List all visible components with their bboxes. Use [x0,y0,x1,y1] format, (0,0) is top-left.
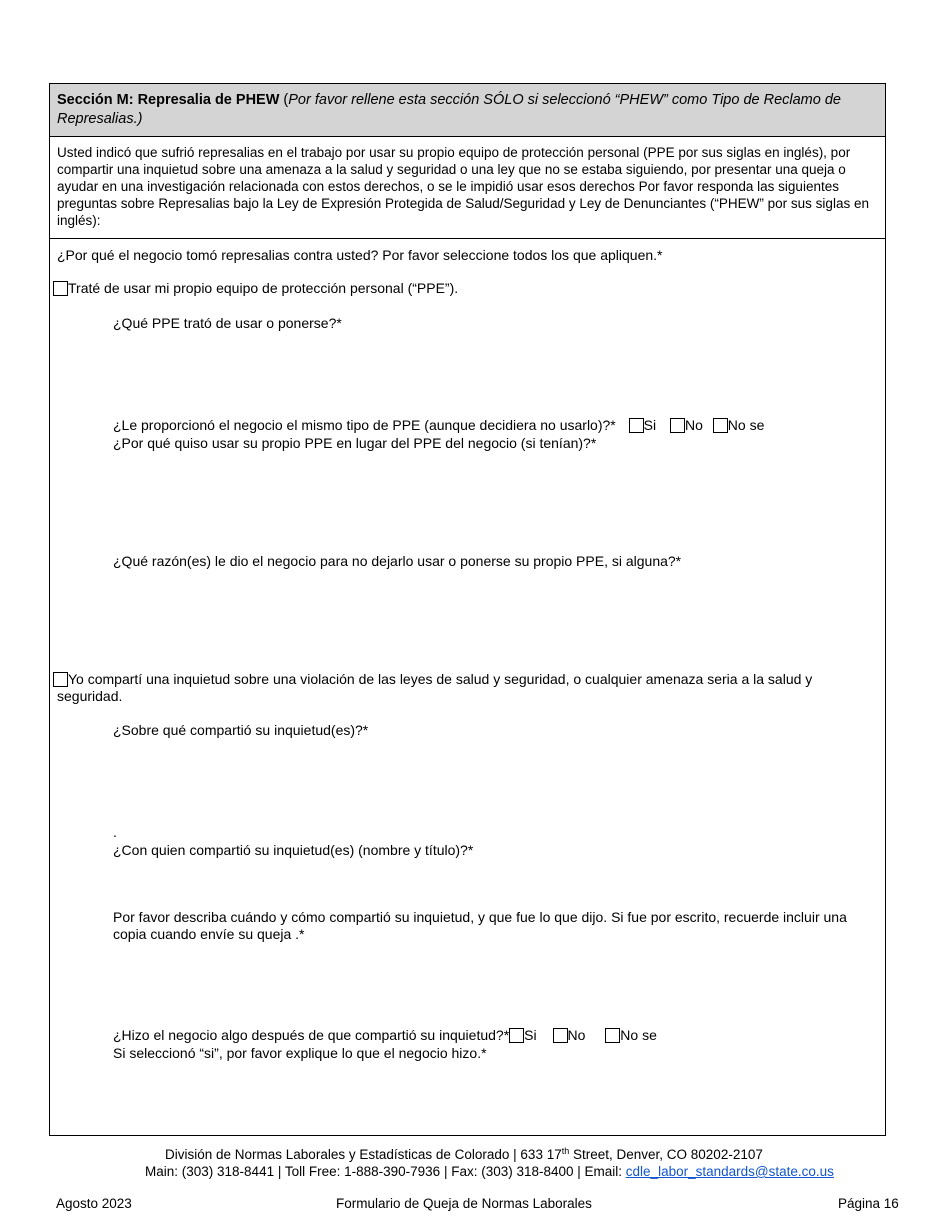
address-sup: th [561,1146,570,1156]
paren: ( [279,92,289,108]
own-ppe-checkbox[interactable] [53,281,68,296]
question-explain-action: Si seleccionó “si”, por favor explique lo que el negocio hizo.* [113,1045,487,1061]
email-link[interactable]: cdle_labor_standards@state.co.us [625,1164,834,1179]
question-why-retaliation: ¿Por qué el negocio tomó represalias contra usted? Por favor seleccione todos los que apliquen.* [57,247,663,263]
business-action-yes-checkbox[interactable] [509,1028,524,1043]
question-why-own-ppe: ¿Por qué quiso usar su propio PPE en lugar del PPE del negocio (si tenían)?* [113,435,597,451]
phew-retaliation-section [49,83,886,1136]
question-ppe-provided-label: ¿Le proporcionó el negocio el mismo tipo de PPE (aunque decidiera no usarlo)?* [113,417,616,433]
question-describe-concern: Por favor describa cuándo y cómo compartió su inquietud, y que fue lo que dijo. Si fue por escrito, recuerde incluir una copia cuando envíe su queja .* [113,909,847,942]
option-shared-concern [57,671,867,705]
stray-dot: . [113,824,117,840]
footer-date: Agosto 2023 [56,1196,132,1211]
section-intro: Usted indicó que sufrió represalias en el trabajo por usar su propio equipo de protección personal (PPE por sus siglas en inglés), por compartir una inquietud sobre una amenaza a la salud y seguridad o una ley que no se estaba siguiendo, por presentar una queja o ayudar en una investigación relacionada con estos derechos, o se le impidió usar esos derechos Por favor responda las siguientes preguntas sobre Represalias bajo la Ley de Expresión Protegida de Salud/Seguridad y Ley de Denunciantes (“PHEW” por sus siglas en inglés): [50,137,885,239]
footer-form-name: Formulario de Queja de Normas Laborales [336,1196,592,1211]
question-business-action [113,1027,657,1044]
yes-label: Si [643,417,657,433]
shared-concern-checkbox[interactable] [53,672,68,687]
ppe-provided-no-checkbox[interactable] [670,418,685,433]
question-with-whom: ¿Con quien compartió su inquietud(es) (nombre y título)?* [113,842,474,858]
not-sure-label: No se [620,1027,657,1043]
question-ppe-provided [113,417,764,434]
address-text: División de Normas Laborales y Estadísticas de Colorado | 633 17 [165,1147,562,1162]
contact-text: Main: (303) 318-8441 | Toll Free: 1-888-390-7936 | Fax: (303) 318-8400 | Email: [145,1164,626,1179]
footer-address [165,1146,763,1163]
option-own-ppe-label: Traté de usar mi propio equipo de protección personal (“PPE”). [68,280,459,296]
option-own-ppe [53,280,458,297]
footer-page-number: Página 16 [838,1196,899,1211]
option-shared-concern-label: Yo compartí una inquietud sobre una violación de las leyes de salud y seguridad, o cualquier amenaza seria a la salud y seguridad. [57,671,813,704]
footer-contact [145,1163,834,1180]
question-reasons-given: ¿Qué razón(es) le dio el negocio para no dejarlo usar o ponerse su propio PPE, si alguna?* [113,553,682,569]
no-label: No [567,1027,586,1043]
ppe-provided-not-sure-checkbox[interactable] [713,418,728,433]
question-about-concern: ¿Sobre qué compartió su inquietud(es)?* [113,722,369,738]
address-text-end: Street, Denver, CO 80202-2107 [569,1147,763,1162]
not-sure-label: No se [727,417,765,433]
question-business-action-label: ¿Hizo el negocio algo después de que compartió su inquietud?* [113,1027,510,1043]
business-action-no-checkbox[interactable] [553,1028,568,1043]
no-label: No [684,417,703,433]
section-instruction: Por favor rellene esta sección SÓLO si seleccionó “PHEW” como Tipo de Reclamo de Represalias.) [57,92,841,127]
ppe-provided-yes-checkbox[interactable] [629,418,644,433]
yes-label: Si [524,1027,537,1043]
section-title: Sección M: Represalia de PHEW [57,92,280,108]
section-header [50,84,885,137]
business-action-not-sure-checkbox[interactable] [605,1028,620,1043]
question-what-ppe: ¿Qué PPE trató de usar o ponerse?* [113,315,342,331]
